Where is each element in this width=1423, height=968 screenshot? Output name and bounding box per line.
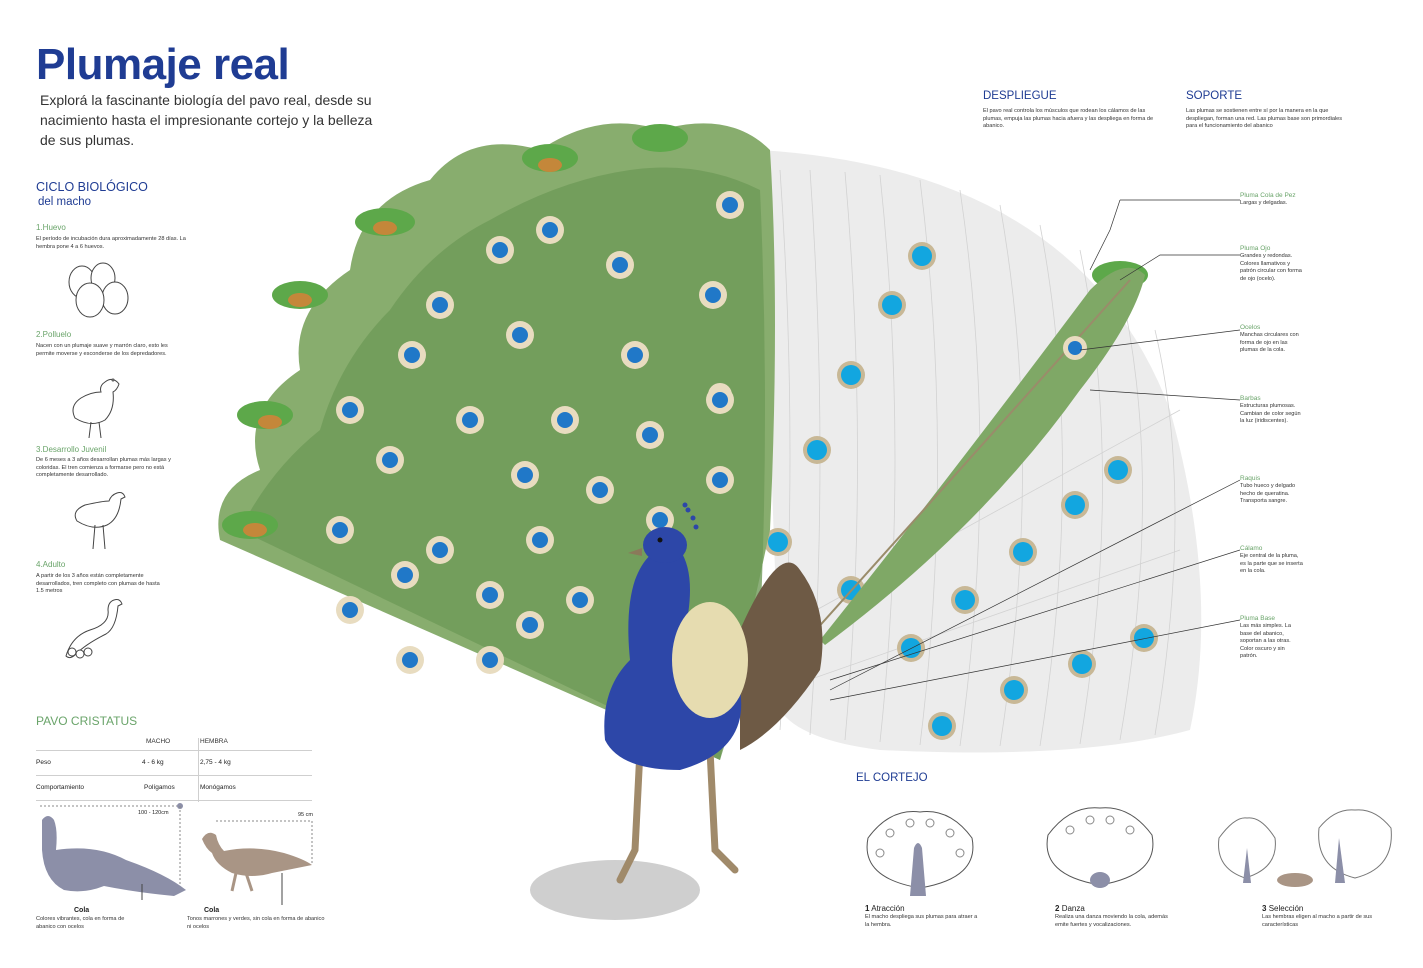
despliegue-title: DESPLIEGUE [983, 90, 1057, 102]
stage-label-egg: 1.Huevo [36, 223, 66, 232]
stage-text-chick: Nacen con un plumaje suave y marrón claro, esto les permite moverse y esconderse de los depredadores. [36, 343, 168, 357]
chick-illustration [65, 372, 135, 442]
text-barbas: Estructuras plumosas. Cambian de color según la luz (iridiscentes). [1240, 403, 1301, 424]
col-male: MACHO [146, 738, 171, 745]
ground-shadow [530, 860, 700, 920]
cortejo-title: EL CORTEJO [856, 772, 928, 784]
cortejo-step-1-num: 1 [865, 904, 870, 913]
cortejo-illustration-3 [1215, 808, 1395, 893]
text-cola-de-pez: Largas y delgadas. [1240, 200, 1288, 206]
juvenile-illustration [65, 485, 140, 555]
cycle-subheading: del macho [38, 196, 92, 208]
cortejo-step-3-text: Las hembras eligen al macho a partir de sus características [1262, 914, 1373, 928]
row-female-peso: 2,75 - 4 kg [200, 759, 231, 766]
intro-text: Explorá la fascinante biología del pavo real, desde su nacimiento hasta el impresionante cortejo y la belleza de sus plumas. [40, 92, 373, 148]
cortejo-step-1-heading [865, 904, 905, 913]
male-tail-text: Colores vibrantes, cola en forma de abanico con ocelos [36, 916, 125, 930]
male-length: 100 - 120cm [138, 810, 169, 816]
female-tail-text: Tonos marrones y verdes, sin cola en forma de abanico ni ocelos [187, 916, 325, 930]
soporte-text: Las plumas se sostienen entre sí por la manera en la que despliegan, forman una red. Las plumas base son primordiales para el funcionamiento del abanico [1186, 108, 1343, 129]
stage-label-juvenile: 3.Desarrollo Juvenil [36, 445, 107, 454]
text-pluma-base: Las más simples. La base del abanico, soportan a las otras. Color oscuro y sin patrón. [1240, 623, 1291, 659]
cortejo-step-2-text: Realiza una danza moviendo la cola, además emite fuertes y vocalizaciones. [1055, 914, 1168, 928]
page-title: Plumaje real [36, 40, 290, 89]
label-ocelos: Ocelos [1240, 324, 1261, 331]
text-ocelos: Manchas circulares con forma de ojo en las plumas de la cola. [1240, 332, 1299, 353]
adult-illustration [62, 596, 137, 662]
leader-lines [820, 190, 1240, 710]
eggs-illustration [60, 260, 135, 320]
male-tail-title: Cola [74, 907, 90, 914]
cortejo-step-3-heading [1262, 904, 1303, 913]
cortejo-step-2-name: Danza [1061, 904, 1085, 913]
label-pluma-ojo: Pluma Ojo [1240, 245, 1271, 252]
label-calamo: Cálamo [1240, 545, 1263, 552]
label-raquis: Raquis [1240, 475, 1261, 482]
row-label-comportamiento: Comportamiento [36, 784, 85, 791]
row-female-comportamiento: Monógamos [200, 784, 236, 791]
row-male-peso: 4 - 6 kg [142, 759, 164, 766]
stage-text-egg: El período de incubación dura aproximadamente 28 días. La hembra pone 4 a 6 huevos. [36, 236, 186, 250]
col-female: HEMBRA [200, 738, 228, 745]
stage-text-adult: A partir de los 3 años están completamente desarrollados, tren completo con plumas de hasta 1.5 metros [36, 573, 160, 594]
stage-text-juvenile: De 6 meses a 3 años desarrollan plumas más largas y coloridas. El tren comienza a formarse pero no está completamente desarrollado. [36, 457, 171, 478]
cortejo-illustration-1 [860, 808, 980, 898]
peacock-head [643, 527, 687, 563]
cortejo-step-2-num: 2 [1055, 904, 1060, 913]
row-label-peso: Peso [36, 759, 51, 766]
row-male-comportamiento: Polígamos [144, 784, 175, 791]
text-pluma-ojo: Grandes y redondas. Colores llamativos y patrón circular con forma de ojo (ocelo). [1240, 253, 1302, 282]
stage-label-chick: 2.Polluelo [36, 330, 72, 339]
label-barbas: Barbas [1240, 395, 1261, 402]
cortejo-step-3-num: 3 [1262, 904, 1267, 913]
text-raquis: Tubo hueco y delgado hecho de queratina. Transporta sangre. [1240, 483, 1296, 504]
soporte-title: SOPORTE [1186, 90, 1243, 102]
text-calamo: Eje central de la pluma, es la parte que se inserta en la cola. [1240, 553, 1303, 574]
cycle-heading: CICLO BIOLÓGICO [36, 180, 148, 194]
despliegue-text: El pavo real controla los músculos que rodean los cálamos de las plumas, empuja las plumas hacia afuera y las despliega en forma de abanico. [983, 108, 1154, 129]
female-length: 95 cm [298, 812, 313, 818]
cortejo-step-1-text: El macho despliega sus plumas para atraer a la hembra. [865, 914, 978, 928]
wing-pattern [672, 602, 748, 718]
cortejo-step-2-heading [1055, 904, 1085, 913]
cortejo-illustration-2 [1040, 800, 1160, 895]
cortejo-step-3-name: Selección [1268, 904, 1304, 913]
female-tail-title: Cola [204, 907, 220, 914]
cristatus-heading: PAVO CRISTATUS [36, 714, 138, 728]
label-cola-de-pez: Pluma Cola de Pez [1240, 192, 1296, 199]
label-pluma-base: Pluma Base [1240, 615, 1276, 622]
cortejo-step-1-name: Atracción [871, 904, 905, 913]
stage-label-adult: 4.Adulto [36, 560, 66, 569]
